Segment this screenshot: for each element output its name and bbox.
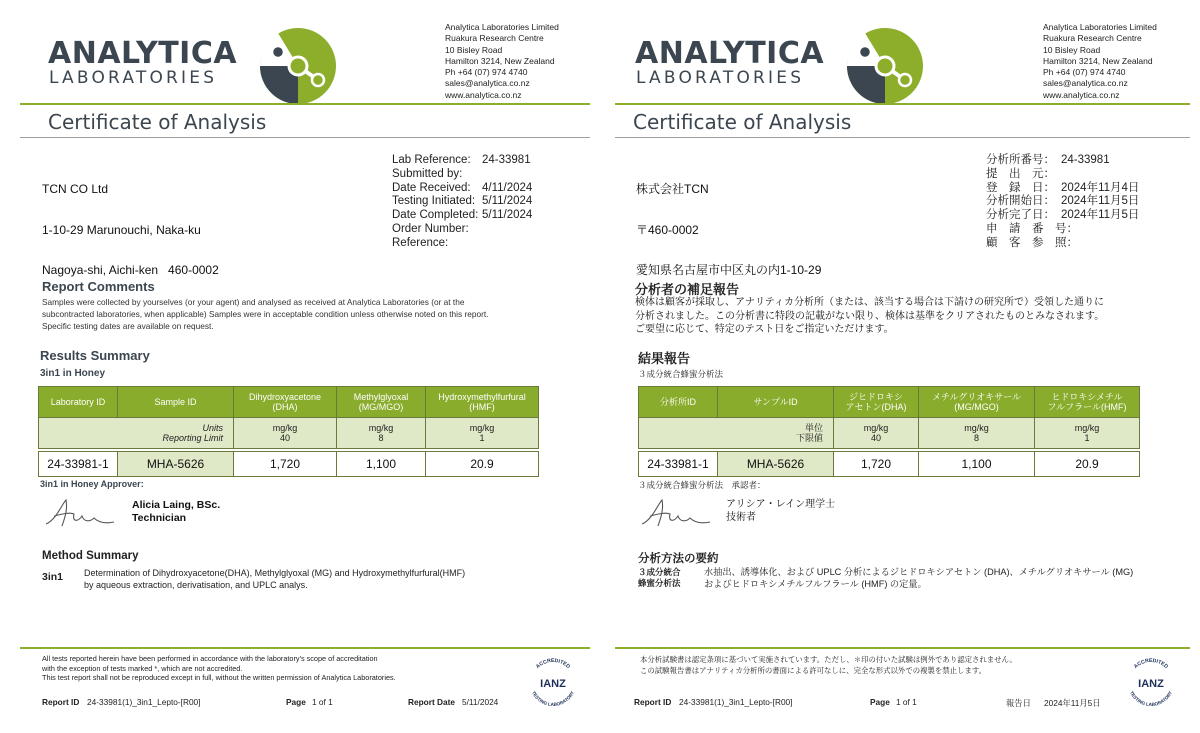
address-line: Ph +64 (07) 974 4740 [445,67,528,78]
badge-mark: IANZ [540,678,566,690]
method-summary-heading: Method Summary [42,550,139,562]
sample-id-cell: MHA-5626 [718,452,834,477]
results-table-title: 3in1 in Honey [40,368,106,379]
labref-key: Date Received: [392,181,471,194]
labref-value: 2024年11月4日 [1061,181,1140,194]
unit-cell [834,418,919,449]
accreditation-notice [640,654,1120,676]
page-label: Page [870,697,890,707]
col-header: Sample ID [118,387,234,418]
col-header: メチルグリオキサール (MG/MGO) [919,387,1035,418]
header-divider [615,103,1190,105]
col-header: Methylglyoxal (MG/MGO) [337,387,426,418]
report-date-label: 報告日 [1006,698,1031,708]
lab-id-cell: 24-33981-1 [639,452,718,477]
units-label-cell [39,418,234,449]
document-title: Certificate of Analysis [633,110,852,134]
limit: 1 [1084,433,1090,443]
table-row [39,452,539,477]
labref-key: 申 請 番 号： [986,222,1078,235]
address-line: Ph +64 (07) 974 4740 [1043,67,1126,78]
approver-block [726,499,835,524]
unit-cell [919,418,1035,449]
badge-mark: IANZ [1138,678,1164,690]
report-comments-heading: Report Comments [42,279,155,294]
labref-value: 24-33981 [1061,154,1110,166]
method-line: 水抽出、誘導体化、および UPLC 分析によるジヒドロキシアセトン (DHA)、メチルグリオキサール (MG) [704,567,1134,577]
unit-cell [234,418,337,449]
approver-heading: 3in1 in Honey Approver: [40,479,144,489]
lab-address [1043,22,1157,101]
approver-block [132,499,220,524]
client-line: 1-10-29 Marunouchi, Naka-ku [42,222,201,237]
address-line: Analytica Laboratories Limited [445,22,559,32]
approver-title: 技術者 [726,511,756,523]
logo-word-analytica: ANALYTICA [635,36,825,71]
comment-line: Specific testing dates are available on request. [42,321,214,331]
limit: 1 [479,433,485,443]
title-divider [20,137,590,138]
labref-value: 2024年11月5日 [1061,209,1140,222]
method-code [638,567,681,589]
client-line: TCN CO Ltd [42,182,109,196]
sample-id-cell: MHA-5626 [118,452,234,477]
results-table-title: ３成分統合蜂蜜分析法 [638,369,724,379]
limit: 40 [279,433,290,443]
page-value: 1 of 1 [896,697,917,707]
report-id-label: Report ID [634,697,672,707]
table-row [639,452,1140,477]
labref-key: 分析所番号： [986,154,1055,166]
col-header: Hydroxymethylfurfural (HMF) [426,387,539,418]
unit: mg/kg [1074,423,1100,433]
limit: 40 [870,433,881,443]
address-line: 10 Bisley Road [445,44,503,55]
method-code: 3in1 [42,571,64,583]
method-description [704,567,1164,590]
col-header: ジヒドロキシ アセトン(DHA) [834,387,919,418]
labref-key: Testing Initiated: [392,195,476,208]
molecule-logo-icon [843,24,927,108]
ianz-accreditation-badge [1122,654,1180,712]
report-comments [42,296,562,332]
footer-line: 本分析試験書は認定条項に基づいて実施されています。ただし、＊印の付いた試験は例外であり認定されません。 [640,655,1017,664]
svg-text:TESTING LABORATORY [1129,690,1173,707]
unit: mg/kg [368,423,394,433]
unit-cell [426,418,539,449]
mgo-cell: 1,100 [337,452,426,477]
comment-line: ご要望に応じて、特定のテスト日をご指定いただけます。 [635,324,894,335]
labref-key: 顧 客 参 照： [986,236,1078,249]
footer-divider [20,647,590,649]
address-line: Ruakura Research Centre [1043,33,1142,44]
results-table [38,386,539,477]
reporting-limit-label: 下限値 [795,433,823,443]
approver-name: アリシア・レイン理学士 [726,499,836,510]
logo-word-laboratories: LABORATORIES [49,68,218,88]
labref-value: 5/11/2024 [482,195,533,208]
results-summary-heading: Results Summary [40,348,150,363]
report-date: 2024年11月5日 [1044,698,1101,708]
col-header: 分析所ID [639,387,718,418]
report-id-label: Report ID [42,697,80,707]
unit-cell [1035,418,1140,449]
unit: mg/kg [469,423,495,433]
lab-reference-block [986,154,1139,251]
svg-text:TESTING LABORATORY [531,690,575,707]
svg-text:ACCREDITED [1133,658,1169,670]
logo-word-analytica: ANALYTICA [48,36,238,71]
badge-bottom-text: TESTING LABORATORY [1128,690,1174,708]
labref-key: 分析完了日： [986,209,1055,222]
lab-address [445,22,559,101]
badge-bottom-text: TESTING LABORATORY [530,690,576,708]
address-line: www.analytica.co.nz [445,89,522,100]
ianz-accreditation-badge [524,654,582,712]
certificate-japanese [600,0,1200,733]
method-code-line: 蜂蜜分析法 [638,578,681,588]
analytica-logo [635,30,885,98]
approver-heading: ３成分統合蜂蜜分析法 承認者： [638,480,766,490]
lab-reference-block [392,154,532,251]
comment-line: Samples were collected by yourselves (or your agent) and analysed as received at Analytica Laboratories (or at the [42,297,465,307]
limit: 8 [378,433,384,443]
labref-key: Lab Reference: [392,154,471,166]
hmf-cell: 20.9 [1035,452,1140,477]
footer-line: All tests reported herein have been performed in accordance with the laboratory's scope of accreditation [42,654,378,663]
address-line: www.analytica.co.nz [1043,89,1120,100]
page-value: 1 of 1 [312,697,333,707]
address-line: Hamilton 3214, New Zealand [445,55,555,66]
method-line: およびヒドロキシメチルフルフラール (HMF) の定量。 [704,578,927,589]
address-line: sales@analytica.co.nz [445,78,530,89]
labref-value: 24-33981 [482,154,531,166]
col-header: サンプルID [718,387,834,418]
col-header: Laboratory ID [39,387,118,418]
footer-line: この試験報告書はアナリティカ分析所の書面による許可なしに、完全な形式以外での複製を禁止します。 [640,666,987,675]
hmf-cell: 20.9 [426,452,539,477]
results-table [638,386,1140,477]
address-line: Hamilton 3214, New Zealand [1043,55,1153,66]
unit-cell [337,418,426,449]
client-line: 愛知県名古屋市中区丸の内1-10-29 [636,263,822,277]
method-description [84,567,554,591]
client-line: 〒460-0002 [636,222,699,237]
comment-line: 検体は顧客が採取し、アナリティカ分析所（または、該当する場合は下請けの研究所で）受領した通りに [635,297,1104,308]
dha-cell: 1,720 [234,452,337,477]
labref-key: Submitted by: [392,167,463,180]
labref-key: Reference: [392,236,449,249]
labref-key: 登 録 日： [986,181,1055,194]
molecule-logo-icon [256,24,340,108]
reporting-limit-label: Reporting Limit [162,433,223,443]
analytica-logo [48,30,298,98]
units-label-cell [639,418,834,449]
page-label: Page [286,697,306,707]
labref-value: 2024年11月5日 [1061,195,1140,208]
address-line: sales@analytica.co.nz [1043,78,1128,89]
document-title: Certificate of Analysis [48,110,267,134]
accreditation-notice [42,654,482,683]
approver-name: Alicia Laing, BSc. [132,499,221,511]
comment-line: subcontracted laboratories, when applicable) Samples were in acceptable condition unless otherwise noted on this report. [42,309,489,319]
report-id: 24-33981(1)_3in1_Lepto-[R00] [87,697,201,707]
mgo-cell: 1,100 [919,452,1035,477]
report-comments [635,296,1155,337]
labref-key: Date Completed: [392,209,479,222]
footer-line: This test report shall not be reproduced except in full, without the written permission of Analytica Laboratories. [42,673,396,682]
report-id: 24-33981(1)_3in1_Lepto-[R00] [679,697,793,707]
method-summary-heading: 分析方法の要約 [638,553,719,565]
unit: mg/kg [863,423,889,433]
method-line: by aqueous extraction, derivatisation, and UPLC analys. [84,580,308,591]
labref-key: 提 出 元： [986,167,1055,180]
dha-cell: 1,720 [834,452,919,477]
method-code-line: ３成分統合 [638,567,681,577]
labref-value: 4/11/2024 [482,181,533,194]
approver-title: Technician [132,511,187,524]
labref-value: 5/11/2024 [482,209,533,222]
address-line: Analytica Laboratories Limited [1043,22,1157,32]
badge-top-text: ACCREDITED [535,657,571,671]
labref-key: 分析開始日： [986,195,1055,208]
report-date-label: Report Date [408,697,456,707]
results-summary-heading: 結果報告 [638,351,691,366]
client-line: Nagoya-shi, Aichi-ken 460-0002 [42,263,219,277]
report-date: 5/11/2024 [462,697,499,707]
address-line: 10 Bisley Road [1043,44,1101,55]
col-header: Dihydroxyacetone (DHA) [234,387,337,418]
unit: mg/kg [964,423,989,433]
svg-text:ACCREDITED [535,658,571,670]
units-label: 単位 [804,423,823,433]
lab-id-cell: 24-33981-1 [39,452,118,477]
address-line: Ruakura Research Centre [445,33,544,44]
signature-image [44,496,116,530]
col-header: ヒドロキシメチル フルフラール(HMF) [1035,387,1140,418]
units-label: Units [202,423,223,433]
logo-word-laboratories: LABORATORIES [636,68,805,88]
limit: 8 [973,433,979,443]
labref-key: Order Number: [392,222,469,235]
badge-top-text: ACCREDITED [1133,657,1169,671]
signature-image [640,496,712,530]
report-comments-heading: 分析者の補足報告 [635,282,740,297]
footer-divider [615,647,1190,649]
title-divider [615,137,1190,138]
method-line: Determination of Dihydroxyacetone(DHA), Methylglyoxal (MG) and Hydroxymethylfurfural(HMF) [84,568,466,578]
header-divider [20,103,590,105]
comment-line: 分析されました。この分析書に特段の記載がない限り、検体は基準をクリアされたものとみなされます。 [635,310,1105,322]
client-line: 株式会社TCN [636,182,709,196]
unit: mg/kg [272,423,298,433]
footer-line: with the exception of tests marked *, which are not accredited. [42,663,243,673]
